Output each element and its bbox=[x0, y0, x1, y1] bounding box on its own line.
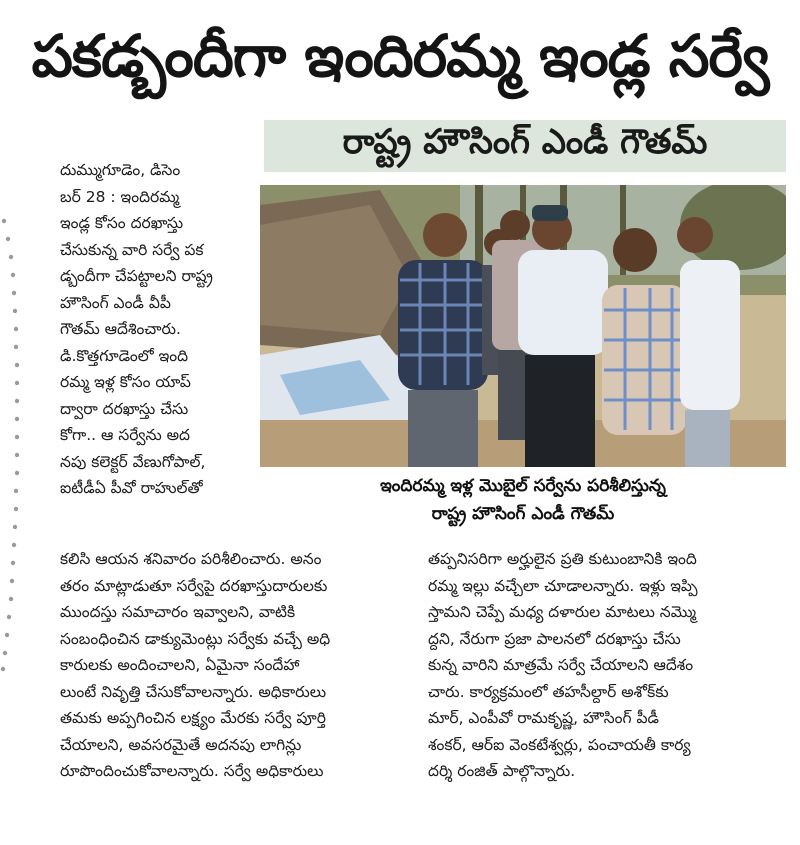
text-line: కోగా.. ఆ సర్వేను అద bbox=[60, 426, 191, 444]
headline: పకడ్బందీగా ఇందిరమ్మ ఇండ్ల సర్వే bbox=[31, 22, 769, 90]
article-body-right bbox=[428, 546, 786, 816]
text-line: దర్శి రంజిత్ పాల్గొన్నారు. bbox=[428, 762, 576, 780]
text-line: కారులకు అందించాలని, ఏమైనా సందేహా bbox=[60, 656, 300, 674]
subheadline: రాష్ట్ర హౌసింగ్ ఎండీ గౌతమ్ bbox=[342, 122, 708, 162]
text-line: కున్న వారిని మాత్రమే సర్వే చేయాలని ఆదేశం bbox=[428, 656, 694, 674]
article-body-left bbox=[60, 546, 418, 816]
caption-line: ఇందిరమ్మ ఇళ్ల మొబైల్ సర్వేను పరిశీలిస్తున్న bbox=[380, 476, 666, 496]
text-line: గౌతమ్ ఆదేశించారు. bbox=[60, 320, 181, 338]
text-line: కలిసి ఆయన శనివారం పరిశీలించారు. అనం bbox=[60, 550, 322, 568]
text-line: ఐటీడీఏ పీవో రాహుల్‌తో bbox=[60, 479, 203, 497]
news-photo bbox=[260, 185, 786, 467]
text-line: రమ్మ ఇళ్ల కోసం యాప్ bbox=[60, 373, 191, 391]
text-line: తరం మాట్లాడుతూ సర్వేపై దరఖాస్తుదారులకు bbox=[60, 576, 328, 595]
text-line: డ్బందీగా చేపట్టాలని రాష్ట్ర bbox=[60, 267, 213, 285]
text-line: బర్ 28 : ఇందిరమ్మ bbox=[60, 187, 180, 206]
text-line: డి.కొత్తగూడెంలో ఇంది bbox=[60, 346, 189, 365]
text-line: చేసుకున్న వారి సర్వే పక bbox=[60, 240, 204, 259]
text-line: రమ్మ ఇల్లు వచ్చేలా చూడాలన్నారు. ఇళ్లు ఇప్పి bbox=[428, 576, 698, 595]
text-line: ముందస్తు సమాచారం ఇవ్వాలని, వాటికి bbox=[60, 603, 296, 621]
text-line: తప్పనిసరిగా అర్హులైన ప్రతి కుటుంబానికి ఇంది bbox=[428, 550, 697, 568]
text-line: దుమ్ముగూడెం, డిసెం bbox=[60, 161, 181, 179]
text-line: లుంటే నివృత్తి చేసుకోవాలన్నారు. అధికారులు bbox=[60, 682, 327, 701]
text-line: ఇండ్ల కోసం దరఖాస్తు bbox=[60, 214, 184, 232]
text-line: శంకర్, ఆర్ఐ వెంకటేశ్వర్లు, పంచాయతీ కార్య bbox=[428, 735, 691, 754]
text-line: తమకు అప్పగించిన లక్ష్యం మేరకు సర్వే పూర్తి bbox=[60, 709, 326, 727]
text-line: సంబంధించిన డాక్యుమెంట్లు సర్వేకు వచ్చే అధి bbox=[60, 629, 331, 648]
text-line: నపు కలెక్టర్ వేణుగోపాల్, bbox=[60, 452, 206, 471]
caption-line: రాష్ట్ర హౌసింగ్ ఎండీ గౌతమ్ bbox=[431, 504, 615, 524]
text-line: ద్వారా దరఖాస్తు చేసు bbox=[60, 399, 189, 418]
text-line: ద్దని, నేరుగా ప్రజా పాలనలో దరఖాస్తు చేసు bbox=[428, 629, 681, 648]
text-line: రూపొందించుకోవాలన్నారు. సర్వే అధికారులు bbox=[60, 762, 324, 780]
text-line: చేయాలని, అవసరమైతే అదనపు లాగిన్లు bbox=[60, 735, 302, 754]
text-line: హౌసింగ్ ఎండీ వీపీ bbox=[60, 293, 171, 312]
photo-caption bbox=[260, 472, 786, 532]
text-line: మార్, ఎంపీవో రామకృష్ణ, హౌసింగ్ పీడీ bbox=[428, 709, 659, 727]
text-line: స్తామని చెప్పే మధ్య దళారుల మాటలు నమ్మొ bbox=[428, 603, 697, 621]
subheadline-box bbox=[264, 120, 786, 172]
article-intro-column bbox=[60, 157, 256, 547]
text-line: చారు. కార్యక్రమంలో తహసీల్దార్ అశోక్‌కు bbox=[428, 682, 669, 701]
decorative-dotted-border bbox=[0, 215, 24, 675]
